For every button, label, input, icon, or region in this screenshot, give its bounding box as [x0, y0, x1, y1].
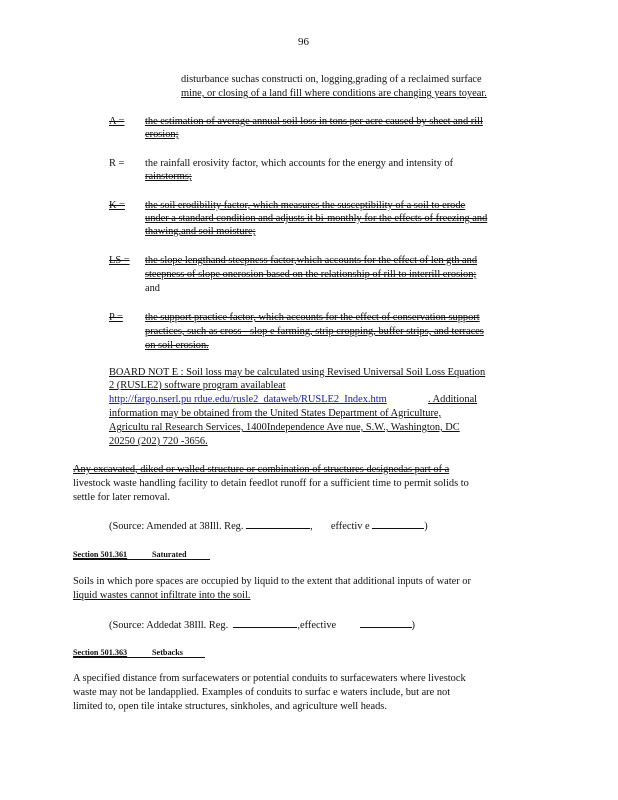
- paragraph-3-line-3: limited to, open tile intake structures, sinkholes, and agriculture well heads.: [73, 701, 387, 712]
- source-2-prefix: (Source: Addedat 38Ill. Reg.: [109, 620, 229, 631]
- board-note-line-1: BOARD NOT E : Soil loss may be calculated using Revised Universal Soil Loss Equation: [109, 367, 486, 378]
- board-note-line-2: 2 (RUSLE2) software program availableat: [109, 380, 286, 391]
- paragraph-2-line-1: Soils in which pore spaces are occupied by liquid to the extent that additional inputs of water or: [73, 576, 471, 587]
- intro-line-2: mine, or closing of a land fill where conditions are changing years toyear.: [181, 88, 487, 99]
- paragraph-1-line-1: Any excavated, diked or walled structure or combination of structures designedas part of a: [73, 464, 450, 475]
- section-501-361-rule: [73, 559, 210, 560]
- page-number: 96: [298, 36, 309, 48]
- definition-p-line-3: on soil erosion.: [145, 340, 209, 351]
- paragraph-1-line-2: livestock waste handling facility to detain feedlot runoff for a sufficient time to permit solids to: [73, 478, 469, 489]
- source-2-date-blank: [360, 617, 412, 628]
- definition-k-line-1: the soil erodibility factor, which measures the susceptibility of a soil to erode: [145, 200, 466, 211]
- board-note-line-6: 20250 (202) 720 -3656.: [109, 436, 208, 447]
- definition-term-r: R =: [109, 158, 125, 169]
- definition-ls-line-1: the slope lengthand steepness factor,which accounts for the effect of len gth and: [145, 255, 478, 266]
- source-1-comma: ,: [310, 521, 313, 532]
- paragraph-3-line-1: A specified distance from surfacewaters or potential conduits to surfacewaters where livestock: [73, 673, 466, 684]
- paragraph-1-line-3: settle for later removal.: [73, 492, 170, 503]
- paragraph-2-line-2: liquid wastes cannot infiltrate into the soil.: [73, 590, 251, 601]
- definition-p-line-2: practices, such as cross - slop e farming, strip cropping, buffer strips, and terraces: [145, 326, 484, 337]
- board-note-line-4: information may be obtained from the United States Department of Agriculture,: [109, 408, 442, 419]
- definition-p-line-1: the support practice factor, which accounts for the effect of conservation support: [145, 312, 480, 323]
- definition-term-p: P =: [109, 312, 123, 323]
- source-1-date-blank: [372, 518, 424, 529]
- source-1-prefix: (Source: Amended at 38Ill. Reg.: [109, 521, 244, 532]
- definition-term-ls: LS =: [109, 255, 130, 266]
- section-501-363-rule: [73, 657, 205, 658]
- definition-term-k: K =: [109, 200, 125, 211]
- paragraph-3-line-2: waste may not be landapplied. Examples of conduits to surfac e waters include, but are not: [73, 687, 451, 698]
- definition-ls-line-3: and: [145, 283, 161, 294]
- source-1-close: ): [424, 521, 428, 532]
- definition-k-line-2: under a standard condition and adjusts it bi-monthly for the effects of freezing and: [145, 213, 488, 224]
- source-2-close: ): [411, 620, 415, 631]
- definition-a-line-1: the estimation of average annual soil loss in tons per acre caused by sheet and rill: [145, 116, 483, 127]
- source-1-register-blank: [246, 518, 310, 529]
- source-2-effective: ,effective: [297, 620, 337, 631]
- intro-line-1: disturbance suchas constructi on, logging,grading of a reclaimed surface: [181, 74, 482, 85]
- section-501-363-number: Section 501.363: [73, 648, 128, 657]
- section-501-363-title: Setbacks: [152, 648, 183, 657]
- source-2-register-blank: [233, 617, 297, 628]
- definition-k-line-3: thawing,and soil moisture;: [145, 226, 256, 237]
- rusle2-link[interactable]: http://fargo.nserl.pu rdue.edu/rusle2_dataweb/RUSLE2_Index.htm: [109, 394, 387, 405]
- definition-r-line-1: the rainfall erosivity factor, which accounts for the energy and intensity of: [145, 158, 454, 169]
- board-note-additional: . Additional: [428, 394, 478, 405]
- section-501-361-number: Section 501.361: [73, 550, 128, 559]
- source-2: [109, 617, 415, 632]
- section-501-361-title: Saturated: [152, 550, 187, 559]
- definition-a-line-2: erosion;: [145, 129, 179, 140]
- definition-r-line-2: rainstorms;: [145, 171, 192, 182]
- definition-term-a: A =: [109, 116, 125, 127]
- board-note-line-5: Agricultu ral Research Services, 1400Independence Ave nue, S.W., Washington, DC: [109, 422, 460, 433]
- source-1-effective: effectiv e: [330, 521, 370, 532]
- source-1: [109, 518, 428, 533]
- definition-ls-line-2: steepness of slope onerosion based on the relationship of rill to interrill erosion;: [145, 269, 477, 280]
